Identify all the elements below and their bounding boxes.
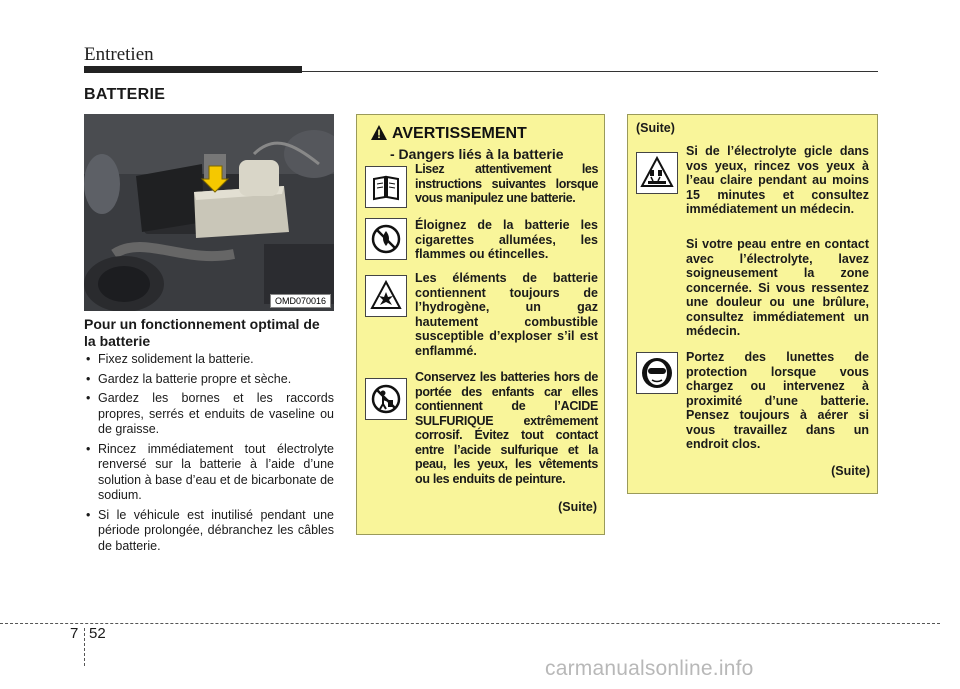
header-rule [302, 71, 878, 72]
acid-corrosive-icon [636, 152, 678, 194]
list-item: • Fixez solidement la batterie. [84, 352, 334, 368]
warning-item-text: Éloignez de la batterie les cigarettes allumées, les flammes ou étincelles. [415, 218, 598, 261]
eye-protection-icon [636, 352, 678, 394]
left-subheading: Pour un fonctionnement optimal de la batterie [84, 316, 320, 349]
list-item: • Rincez immédiatement tout électrolyte renversé sur la batterie à l’aide d’une solution à base d’eau et de bicarbonate de sodium. [84, 442, 334, 504]
warning-triangle-icon [371, 125, 387, 145]
photo-code: OMD070016 [270, 294, 331, 308]
section-title: BATTERIE [84, 86, 166, 103]
footer-divider [84, 628, 85, 666]
warning-item-text: Si votre peau entre en contact avec l’électrolyte, lavez soigneusement la zone concernée. Si vous ressentez une douleur ou une brûlure, consultez immédiatement un médecin. [686, 237, 869, 338]
explosion-icon [365, 275, 407, 317]
header-title: Entretien [84, 44, 154, 65]
list-item: • Gardez la batterie propre et sèche. [84, 372, 334, 388]
footer-page-number: 52 [89, 625, 106, 642]
no-flame-icon [365, 218, 407, 260]
list-item: • Gardez les bornes et les raccords propres, serrés et enduits de vaseline ou de graisse. [84, 391, 334, 438]
warning-heading [371, 125, 527, 145]
header-bar [84, 66, 302, 73]
continued-label: (Suite) [558, 500, 597, 514]
warning-item-text: Si de l’électrolyte gicle dans vos yeux, rincez vos yeux à l’eau claire pendant au moins 15 minutes et consultez immédiatement un médecin. [686, 144, 869, 216]
warning-box-2 [627, 114, 878, 494]
warning-box-1 [356, 114, 605, 535]
warning-item-text: Portez des lunettes de protection lorsque vous chargez ou intervenez à proximité d’une batterie. Pensez toujours à aérer si vous travaillez dans un endroit clos. [686, 350, 869, 451]
list-item: • Si le véhicule est inutilisé pendant une période prolongée, débranchez les câbles de batterie. [84, 508, 334, 555]
warning-item-text: Conservez les batteries hors de portée des enfants car elles contiennent de l’ACIDE SULFURIQUE extrêmement corrosif. Évitez tout contact entre l’acide sulfurique et la peau, les yeux, les vêtements ou les enduits de peinture. [415, 370, 598, 486]
battery-care-list [84, 352, 334, 558]
keep-away-children-icon [365, 378, 407, 420]
continued-label: (Suite) [636, 121, 675, 135]
warning-item-text: Lisez attentivement les instructions suivantes lorsque vous manipulez une batterie. [415, 162, 598, 205]
continued-label: (Suite) [831, 464, 870, 478]
warning-item-text: Les éléments de batterie contiennent toujours de l’hydrogène, un gaz hautement combustible susceptible d’exploser s’il est enflammé. [415, 271, 598, 358]
manual-icon [365, 166, 407, 208]
footer-chapter-number: 7 [70, 625, 79, 642]
warning-subtitle: - Dangers liés à la batterie [390, 146, 564, 162]
watermark: carmanualsonline.info [545, 657, 754, 680]
battery-photo [84, 114, 334, 311]
footer-rule [0, 623, 940, 624]
warning-title: AVERTISSEMENT [392, 125, 527, 142]
